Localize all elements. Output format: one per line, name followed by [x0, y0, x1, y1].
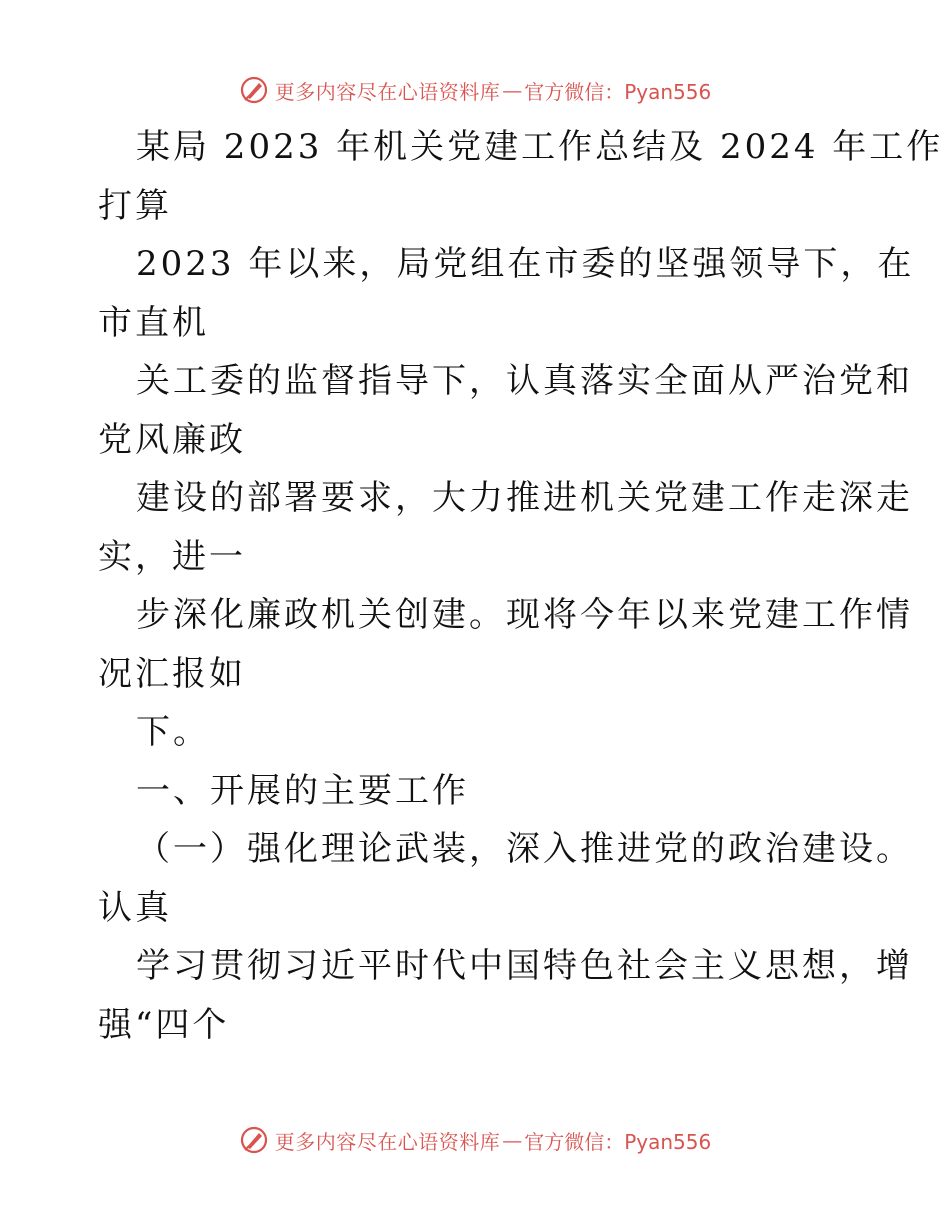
paragraph-line: 认真 — [98, 887, 172, 928]
doc-title-line-2: 打算 — [98, 185, 172, 226]
watermark-main-text: 更多内容尽在心语资料库 — [274, 79, 501, 104]
paragraph-line: 实，进一 — [98, 536, 246, 577]
watermark-header — [0, 70, 950, 110]
watermark-dash: — — [502, 78, 523, 102]
paragraph-line: 关工委的监督指导下，认真落实全面从严治党和 — [136, 361, 913, 401]
watermark-dash: — — [502, 1128, 523, 1152]
paragraph-line: 步深化廉政机关创建。现将今年以来党建工作情 — [136, 595, 913, 635]
watermark-main-text: 更多内容尽在心语资料库 — [274, 1129, 501, 1154]
watermark-wechat-text: 官方微信：Pyan556 — [524, 79, 712, 104]
watermark-footer — [0, 1120, 950, 1160]
section-heading: 一、开展的主要工作 — [136, 770, 469, 811]
subsection-heading: （一）强化理论武装，深入推进党的政治建设。 — [136, 829, 913, 869]
paragraph-line: 党风廉政 — [98, 419, 246, 460]
paragraph-line: 2023 年以来，局党组在市委的坚强领导下，在 — [136, 244, 915, 284]
quill-pen-logo-icon — [239, 1125, 269, 1155]
watermark-wechat-text: 官方微信：Pyan556 — [524, 1129, 712, 1154]
doc-title-line-1: 某局 2023 年机关党建工作总结及 2024 年工作 — [136, 127, 944, 167]
paragraph-line: 况汇报如 — [98, 653, 246, 694]
paragraph-line: 下。 — [136, 712, 210, 752]
paragraph-line: 市直机 — [98, 302, 209, 343]
paragraph-line: 建设的部署要求，大力推进机关党建工作走深走 — [136, 478, 913, 518]
document-body — [98, 118, 944, 1054]
paragraph-line: 强“四个 — [98, 1004, 230, 1045]
quill-pen-logo-icon — [239, 75, 269, 105]
paragraph-line: 学习贯彻习近平时代中国特色社会主义思想，增 — [136, 946, 913, 986]
